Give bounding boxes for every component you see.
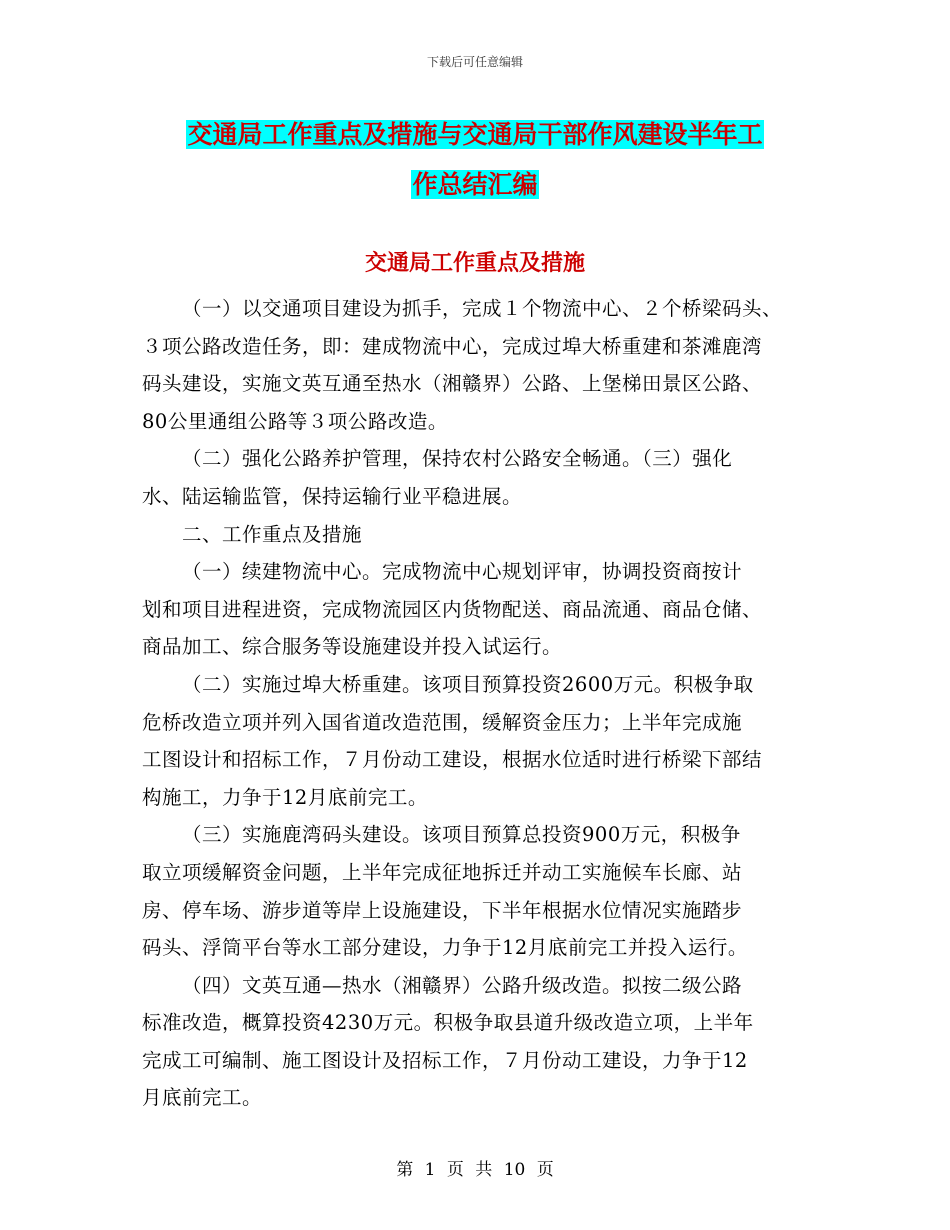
body-line: （二）实施过埠大桥重建。该项目预算投资2600万元。积极争取 xyxy=(182,672,754,696)
document-title-line-1: 交通局工作重点及措施与交通局干部作风建设半年工 xyxy=(187,120,763,149)
body-line: 商品加工、综合服务等设施建设并投入试运行。 xyxy=(142,635,563,659)
body-line: 完成工可编制、施工图设计及招标工作，７月份动工建设，力争于12 xyxy=(142,1048,748,1072)
page-footer: 第 1 页 共 10 页 xyxy=(396,1160,554,1180)
body-line: 水、陆运输监管，保持运输行业平稳进展。 xyxy=(142,484,523,508)
body-line: 80公里通组公路等３项公路改造。 xyxy=(142,409,448,433)
body-line: 月底前完工。 xyxy=(142,1086,263,1110)
document-title-line-2: 作总结汇编 xyxy=(412,170,538,199)
body-line: 码头、浮筒平台等水工部分建设，力争于12月底前完工并投入运行。 xyxy=(142,936,748,960)
body-line: 标准改造，概算投资4230万元。积极争取县道升级改造立项，上半年 xyxy=(142,1011,754,1035)
body-line: ３项公路改造任务，即：建成物流中心，完成过埠大桥重建和茶滩鹿湾 xyxy=(142,334,763,358)
body-line: 危桥改造立项并列入国省道改造范围，缓解资金压力；上半年完成施 xyxy=(142,710,743,734)
body-line: （二）强化公路养护管理，保持农村公路安全畅通。（三）强化 xyxy=(182,447,733,471)
section-title: 交通局工作重点及措施 xyxy=(364,250,585,276)
body-line: 划和项目进程进资，完成物流园区内货物配送、商品流通、商品仓储、 xyxy=(142,597,763,621)
body-line: （三）实施鹿湾码头建设。该项目预算总投资900万元，积极争 xyxy=(182,823,741,847)
body-line: 构施工，力争于12月底前完工。 xyxy=(142,785,428,809)
header-note: 下载后可任意编辑 xyxy=(426,55,523,69)
body-text xyxy=(142,290,832,1117)
body-line: 二、工作重点及措施 xyxy=(182,522,363,546)
body-line: 码头建设，实施文英互通至热水（湘赣界）公路、上堡梯田景区公路、 xyxy=(142,372,763,396)
document-title xyxy=(0,110,950,210)
body-line: （一）续建物流中心。完成物流中心规划评审，协调投资商按计 xyxy=(182,560,743,584)
body-line: 房、停车场、游步道等岸上设施建设，下半年根据水位情况实施踏步 xyxy=(142,898,743,922)
body-line: （四）文英互通—热水（湘赣界）公路升级改造。拟按二级公路 xyxy=(182,973,743,997)
body-line: 取立项缓解资金问题，上半年完成征地拆迁并动工实施候车长廊、站 xyxy=(142,860,743,884)
body-line: 工图设计和招标工作，７月份动工建设，根据水位适时进行桥梁下部结 xyxy=(142,748,763,772)
body-line: （一）以交通项目建设为抓手，完成１个物流中心、２个桥梁码头、 xyxy=(182,297,783,320)
